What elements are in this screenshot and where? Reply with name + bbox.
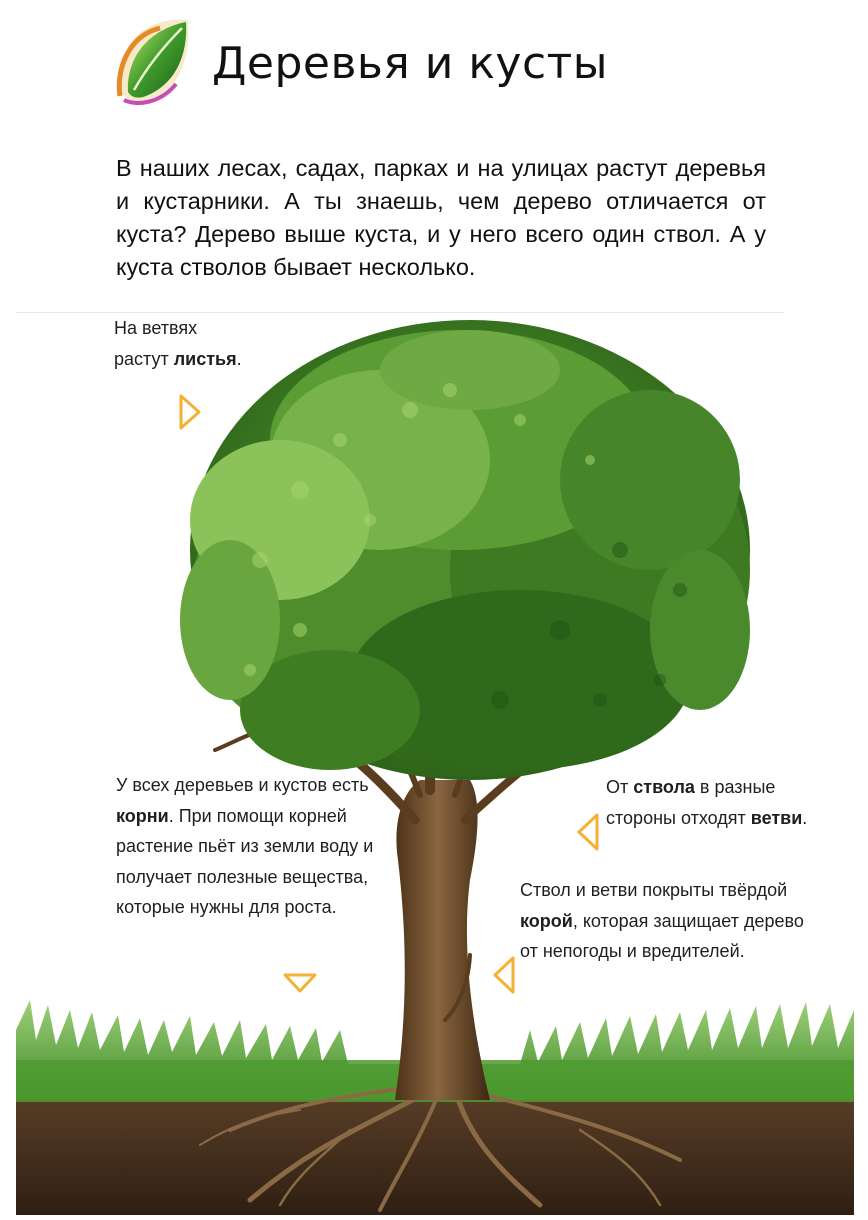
caption-roots-text: У всех деревьев и кустов есть	[116, 775, 369, 795]
caption-branches-keyword-trunk: ствола	[633, 777, 695, 797]
caption-leaves-keyword: листья	[173, 348, 237, 369]
leaf-icon	[116, 14, 194, 110]
caption-bark-text: Ствол и ветви покрыты твёрдой	[520, 880, 788, 900]
caption-roots-keyword: корни	[116, 805, 169, 826]
caption-branches-mid: в разные стороны отходят	[606, 777, 776, 828]
page-title: Деревья и кусты	[212, 38, 609, 89]
triangle-pointer-icon	[178, 393, 202, 431]
triangle-pointer-icon	[576, 812, 600, 852]
caption-leaves	[114, 313, 314, 374]
intro-paragraph: В наших лесах, садах, парках и на улицах растут деревья и кустарники. А ты знаешь, чем дерево отличается от куста? Дерево выше куста, и у него всего один ствол. А у куста стволов бывает несколько.	[116, 155, 766, 280]
caption-leaves-end: .	[236, 348, 242, 369]
caption-branches-keyword-branches: ветви	[750, 807, 803, 828]
caption-roots	[116, 770, 391, 923]
caption-branches	[606, 772, 836, 833]
triangle-pointer-icon	[282, 972, 318, 994]
caption-branches-text: От	[606, 777, 634, 797]
triangle-pointer-icon	[492, 955, 516, 995]
tree-illustration	[0, 300, 868, 1220]
caption-bark-keyword: корой	[520, 910, 573, 931]
caption-leaves-line1: На ветвях	[114, 318, 198, 338]
caption-branches-end: .	[802, 807, 808, 828]
caption-bark	[520, 875, 810, 967]
caption-bark-end: , которая защищает дерево от непогоды и вредителей.	[520, 910, 804, 961]
caption-leaves-text: растут	[114, 348, 174, 369]
caption-roots-end: . При помощи корней растение пьёт из земли воду и получает полезные вещества, которые нужны для роста.	[116, 805, 374, 917]
